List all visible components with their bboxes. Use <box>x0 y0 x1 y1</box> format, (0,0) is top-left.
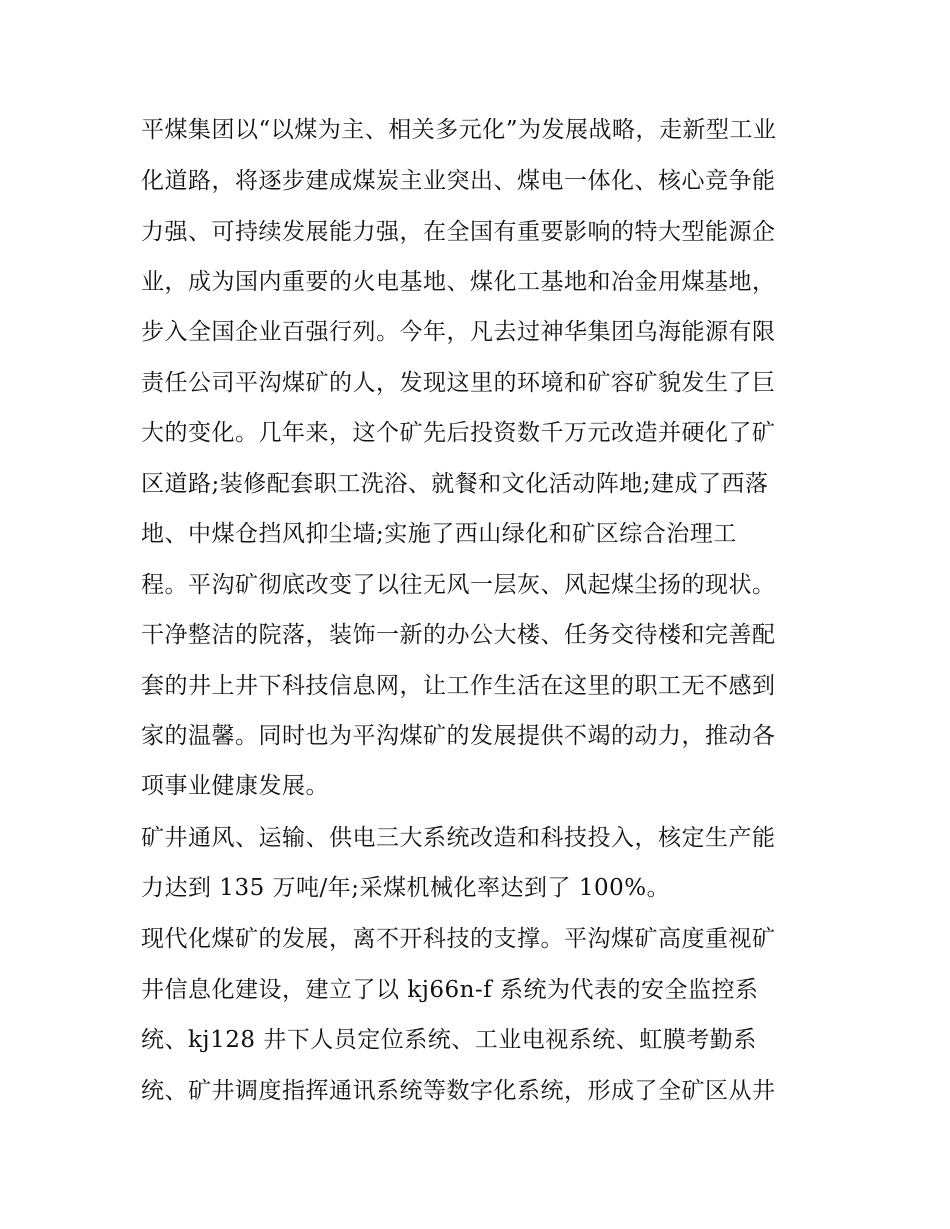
text-line: 矿井通风、运输、供电三大系统改造和科技投入，核定生产能 <box>141 825 776 851</box>
text-line: 责任公司平沟煤矿的人，发现这里的环境和矿容矿貌发生了巨 <box>141 370 776 396</box>
text-line: 地、中煤仓挡风抑尘墙;实施了西山绿化和矿区综合治理工 <box>141 521 737 547</box>
text-line: 统、矿井调度指挥通讯系统等数字化系统，形成了全矿区从井 <box>141 1078 776 1104</box>
text-line: 化道路，将逐步建成煤炭主业突出、煤电一体化、核心竞争能 <box>141 168 776 194</box>
text-line: 现代化煤矿的发展，离不开科技的支撑。平沟煤矿高度重视矿 <box>141 926 776 952</box>
text-line: 程。平沟矿彻底改变了以往无风一层灰、风起煤尘扬的现状。 <box>141 572 776 598</box>
text-line: 统、kj128 井下人员定位系统、工业电视系统、虹膜考勤系 <box>141 1027 757 1053</box>
text-line: 区道路;装修配套职工洗浴、就餐和文化活动阵地;建成了西落 <box>141 471 769 497</box>
text-line: 步入全国企业百强行列。今年，凡去过神华集团乌海能源有限 <box>141 319 776 345</box>
text-line: 套的井上井下科技信息网，让工作生活在这里的职工无不感到 <box>141 673 776 699</box>
text-line: 项事业健康发展。 <box>141 773 329 799</box>
text-line: 井信息化建设，建立了以 kj66n-f 系统为代表的安全监控系 <box>141 977 759 1003</box>
text-line: 干净整洁的院落，装饰一新的办公大楼、任务交待楼和完善配 <box>141 622 776 648</box>
text-line: 业，成为国内重要的火电基地、煤化工基地和冶金用煤基地， <box>141 269 776 295</box>
text-line: 平煤集团以“以煤为主、相关多元化”为发展战略，走新型工业 <box>141 117 777 143</box>
text-line: 力强、可持续发展能力强，在全国有重要影响的特大型能源企 <box>141 219 776 245</box>
text-line: 大的变化。几年来，这个矿先后投资数千万元改造并硬化了矿 <box>141 420 776 446</box>
text-line: 力达到 135 万吨/年;采煤机械化率达到了 100%。 <box>141 875 671 901</box>
text-line: 家的温馨。同时也为平沟煤矿的发展提供不竭的动力，推动各 <box>141 723 776 749</box>
